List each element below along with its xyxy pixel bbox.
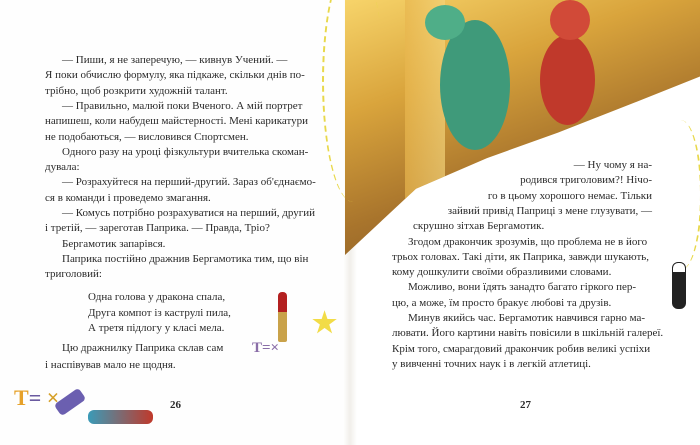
text-line: родився триголовим?! Нічо- (520, 174, 652, 187)
text-line: — Правильно, малюй поки Вченого. А мій портрет (62, 99, 303, 112)
text-line: Минув якийсь час. Бергамотик навчився гарно ма- (408, 312, 646, 324)
star-icon: ★ (312, 308, 338, 339)
text-line: го в цьому хорошого немає. Тільки (487, 189, 652, 202)
dashed-swirl-right (660, 120, 700, 270)
paintbrush-right-icon (672, 262, 686, 309)
text-line: Згодом дракончик зрозумів, що проблема не в його (408, 235, 648, 248)
text-line: Паприка постійно дражнив Бергамотика тим, що він (62, 252, 309, 265)
paint-tube-icon (88, 410, 153, 424)
text-line: — Пиши, я не заперечую, — кивнув Учений. — (62, 54, 288, 66)
crayons-decoration: T= × (14, 385, 60, 410)
text-line: напишеш, коли набудеш майстерності. Мені карикатури (45, 115, 309, 128)
page-number-left: 26 (170, 399, 181, 411)
page-number-right: 27 (520, 399, 531, 411)
poem-line: Одна голова у дракона спала, (88, 291, 226, 303)
text-line: Я поки обчислю формулу, яка підкаже, скільки днів по- (45, 69, 305, 82)
red-dragon-head (550, 0, 590, 40)
text-line: Одного разу на уроці фізкультури вчителька скоман- (62, 145, 309, 158)
green-dragon-head (425, 5, 465, 40)
text-line: Цю дражнилку Паприка склав сам (62, 342, 224, 354)
text-line: цю, а може, їм просто бракує любові та друзів. (392, 296, 612, 309)
text-line: — Ну чому я на- (573, 159, 652, 171)
text-line: у вивченні точних наук і в легкій атлетиці. (392, 357, 591, 370)
text-line: Бергамотик запарівся. (62, 237, 166, 250)
paintbrush-icon (278, 292, 287, 342)
text-line: не подобаються, — висловився Спортсмен. (45, 130, 249, 143)
text-line: Крім того, смарагдовий дракончик робив великі успіхи (392, 342, 651, 355)
text-line: ся в команди і проведемо змагання. (45, 191, 211, 204)
text-line: лювати. Його картини навіть повісили в шкільній галереї. (392, 327, 664, 340)
text-line: — Розрахуйтеся на перший-другий. Зараз об'єднаємо- (62, 176, 316, 189)
text-line: кому дошкулити своїми образливими словами. (392, 266, 612, 279)
text-line: трібно, щоб розкрити художній талант. (45, 84, 228, 97)
poem-line: А третя підлогу у класі мела. (88, 322, 225, 334)
text-line: дувала: (45, 161, 80, 174)
text-line: скрушно зітхав Бергамотик. (413, 220, 545, 233)
math-symbols-icon: T=× (252, 340, 280, 356)
green-dragon-figure (440, 20, 510, 150)
text-line: зайвий привід Паприці з мене глузувати, — (447, 204, 652, 217)
text-line: — Комусь потрібно розрахуватися на перший, другий (62, 207, 316, 219)
text-line: Можливо, вони їдять занадто багато гіркого пер- (408, 281, 637, 294)
text-line: і наспівував мало не щодня. (45, 359, 176, 371)
red-dragon-figure (540, 35, 595, 125)
text-line: і третій, — зареготав Паприка. — Правда, Тріо? (45, 222, 270, 235)
poem-line: Друга компот із каструлі пила, (88, 306, 231, 319)
text-line: трьох головах. Такі діти, як Паприка, завжди шукають, (392, 250, 650, 263)
text-line: триголовий: (45, 268, 102, 281)
